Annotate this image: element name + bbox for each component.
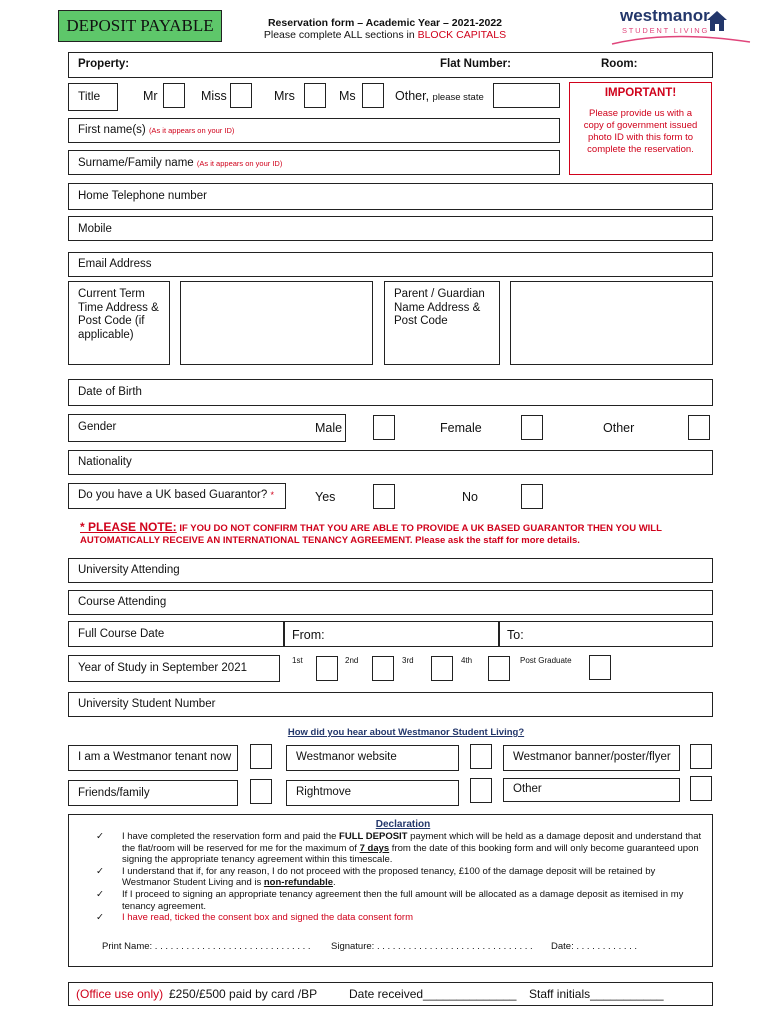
year-3rd-checkbox[interactable] — [431, 656, 453, 681]
signature-line[interactable]: Signature: . . . . . . . . . . . . . . . . . . . . . . . . . . . . . . — [331, 941, 533, 952]
email-label: Email Address — [78, 258, 152, 270]
guarantor-label — [78, 489, 274, 501]
first-name-text: First name(s) — [78, 124, 146, 136]
other-title-note: please state — [432, 92, 484, 103]
mrs-checkbox[interactable] — [304, 83, 326, 108]
year-4th-checkbox[interactable] — [488, 656, 510, 681]
other-title-label — [395, 89, 484, 103]
rightmove-checkbox[interactable] — [470, 778, 492, 803]
deposit-badge-text: DEPOSIT PAYABLE — [66, 16, 214, 35]
guarantor-note — [80, 521, 720, 547]
office-use-label: (Office use only) — [76, 987, 164, 1001]
tick-icon: ✓ — [96, 831, 104, 842]
surname-note: (As it appears on your ID) — [196, 159, 283, 168]
form-title — [230, 17, 540, 41]
form-title-text: Reservation form – Academic Year – 2021-2022 — [267, 17, 503, 29]
decl-1d: 7 days — [359, 842, 390, 854]
university-label: University Attending — [78, 564, 180, 576]
year-3rd-label: 3rd — [402, 656, 414, 665]
gender-label: Gender — [78, 421, 117, 433]
print-name-line[interactable]: Print Name: . . . . . . . . . . . . . . . . . . . . . . . . . . . . . . — [102, 941, 311, 952]
other-gender-label: Other — [603, 421, 635, 435]
male-checkbox[interactable] — [373, 415, 395, 440]
declaration-item — [96, 831, 706, 866]
postgraduate-checkbox[interactable] — [589, 655, 611, 680]
hear-about-question: How did you hear about Westmanor Student Living? — [287, 727, 525, 738]
note-star: * PLEASE NOTE: — [80, 520, 177, 534]
year-2nd-label: 2nd — [345, 656, 359, 665]
first-name-label — [78, 124, 234, 136]
friends-label: Friends/family — [78, 787, 150, 799]
year-4th-label: 4th — [461, 656, 473, 665]
decl-1c: payment which will be held as a damage deposit and understand that the flat/room will be reserved for me for the maximum of — [122, 831, 702, 854]
website-checkbox[interactable] — [470, 744, 492, 769]
other-title-text: Other, — [395, 89, 430, 103]
important-heading: IMPORTANT! — [604, 87, 677, 99]
mobile-label: Mobile — [78, 223, 112, 235]
tenant-checkbox[interactable] — [250, 744, 272, 769]
guarantor-yes-label: Yes — [315, 490, 336, 504]
decl-1e: from the date of this booking form and will only become guaranteed upon signing the appropriate tenancy agreement within this timescale. — [122, 842, 699, 866]
decl-1b: FULL DEPOSIT — [339, 831, 408, 842]
student-number-label: University Student Number — [78, 698, 216, 710]
declaration-item — [96, 889, 706, 912]
decl-2a: I understand that if, for any reason, I do not proceed with the proposed tenancy, £100 of the damage deposit will be retained by Westmanor Student Living and is — [122, 865, 656, 889]
westmanor-logo — [608, 6, 753, 44]
decl-2b: non-refundable — [263, 877, 334, 889]
course-from-label: From: — [292, 628, 325, 642]
office-date-received: Date received______________ — [349, 987, 517, 1001]
title-label: Title — [78, 89, 101, 103]
guarantor-no-label: No — [462, 490, 478, 504]
other-source-label: Other — [513, 783, 542, 795]
course-to-field[interactable] — [499, 621, 713, 647]
guarantor-no-checkbox[interactable] — [521, 484, 543, 509]
miss-label: Miss — [201, 89, 227, 103]
female-checkbox[interactable] — [521, 415, 543, 440]
deposit-badge — [58, 10, 222, 42]
dob-label: Date of Birth — [78, 386, 142, 398]
tick-icon: ✓ — [96, 888, 104, 900]
ms-checkbox[interactable] — [362, 83, 384, 108]
declaration-item — [96, 912, 706, 924]
ms-label: Ms — [339, 89, 356, 103]
instruction-prefix: Please complete ALL sections in — [263, 29, 415, 41]
male-label: Male — [315, 421, 343, 435]
postgraduate-label: Post Graduate — [520, 656, 572, 665]
declaration-heading: Declaration — [375, 819, 431, 830]
female-label: Female — [440, 421, 482, 435]
other-source-checkbox[interactable] — [690, 776, 712, 801]
other-gender-checkbox[interactable] — [688, 415, 710, 440]
logo-swoosh — [610, 32, 753, 46]
email-field[interactable] — [68, 252, 713, 277]
mrs-label: Mrs — [274, 89, 295, 103]
mobile-field[interactable] — [68, 216, 713, 241]
course-to-label: To: — [507, 628, 524, 642]
instruction-caps: BLOCK CAPITALS — [417, 29, 507, 41]
website-label: Westmanor website — [296, 751, 397, 763]
guarantor-text: Do you have a UK based Guarantor? — [78, 489, 268, 501]
first-name-note: (As it appears on your ID) — [148, 126, 235, 135]
miss-checkbox[interactable] — [230, 83, 252, 108]
current-address-input[interactable] — [180, 281, 373, 365]
other-title-input[interactable] — [493, 83, 560, 108]
friends-checkbox[interactable] — [250, 779, 272, 804]
note-text: IF YOU DO NOT CONFIRM THAT YOU ARE ABLE TO PROVIDE A UK BASED GUARANTOR THEN YOU WILL AUTOMATICALLY RECEIVE AN INTERNATIONAL TENANCY AGREEMENT. Please ask the staff for more details. — [80, 523, 662, 546]
house-icon — [706, 10, 728, 32]
guarantor-yes-checkbox[interactable] — [373, 484, 395, 509]
decl-4a: I have read, ticked the consent box and signed the data consent form — [122, 912, 413, 924]
decl-1a: I have completed the reservation form and paid the — [122, 831, 340, 842]
home-phone-label: Home Telephone number — [78, 190, 207, 202]
date-line[interactable]: Date: . . . . . . . . . . . . — [551, 941, 638, 952]
year-1st-label: 1st — [292, 656, 303, 665]
parent-address-label: Parent / Guardian Name Address & Post Code — [394, 288, 485, 327]
room-label: Room: — [601, 58, 638, 70]
mr-checkbox[interactable] — [163, 83, 185, 108]
banner-checkbox[interactable] — [690, 744, 712, 769]
tick-icon: ✓ — [96, 912, 104, 924]
office-paid: £250/£500 paid by card /BP — [169, 987, 318, 1001]
nationality-field[interactable] — [68, 450, 713, 475]
surname-text: Surname/Family name — [78, 157, 194, 169]
course-label: Course Attending — [78, 596, 167, 608]
year-2nd-checkbox[interactable] — [372, 656, 394, 681]
important-body: Please provide us with a copy of government issued photo ID with this form to complete the reservation. — [583, 108, 698, 155]
tick-icon: ✓ — [96, 865, 104, 877]
banner-label: Westmanor banner/poster/flyer — [513, 751, 671, 763]
logo-sub: STUDENT LIVING — [622, 26, 710, 35]
declaration-item — [96, 866, 706, 889]
office-staff-initials: Staff initials___________ — [529, 987, 664, 1001]
flat-number-label: Flat Number: — [440, 58, 511, 70]
dob-field[interactable] — [68, 379, 713, 406]
surname-label — [78, 157, 282, 169]
decl-2c: . — [333, 877, 336, 889]
rightmove-label: Rightmove — [296, 786, 351, 798]
year-1st-checkbox[interactable] — [316, 656, 338, 681]
guarantor-star: * — [270, 490, 274, 500]
parent-address-input[interactable] — [510, 281, 713, 365]
current-address-label: Current Term Time Address & Post Code (if applicable) — [78, 288, 159, 341]
tenant-label: I am a Westmanor tenant now — [78, 751, 232, 763]
year-of-study-label: Year of Study in September 2021 — [78, 662, 247, 674]
nationality-label: Nationality — [78, 456, 132, 468]
form-instruction — [230, 29, 540, 41]
property-label: Property: — [78, 58, 130, 70]
important-notice — [569, 82, 712, 175]
mr-label: Mr — [143, 89, 158, 103]
full-course-date-label: Full Course Date — [78, 628, 165, 640]
decl-3a: If I proceed to signing an appropriate tenancy agreement then the full amount will be allocated as a damage deposit as itemised in my tenancy agreement. — [122, 888, 684, 912]
logo-name: westmanor — [620, 6, 710, 25]
declaration-list — [96, 831, 706, 924]
